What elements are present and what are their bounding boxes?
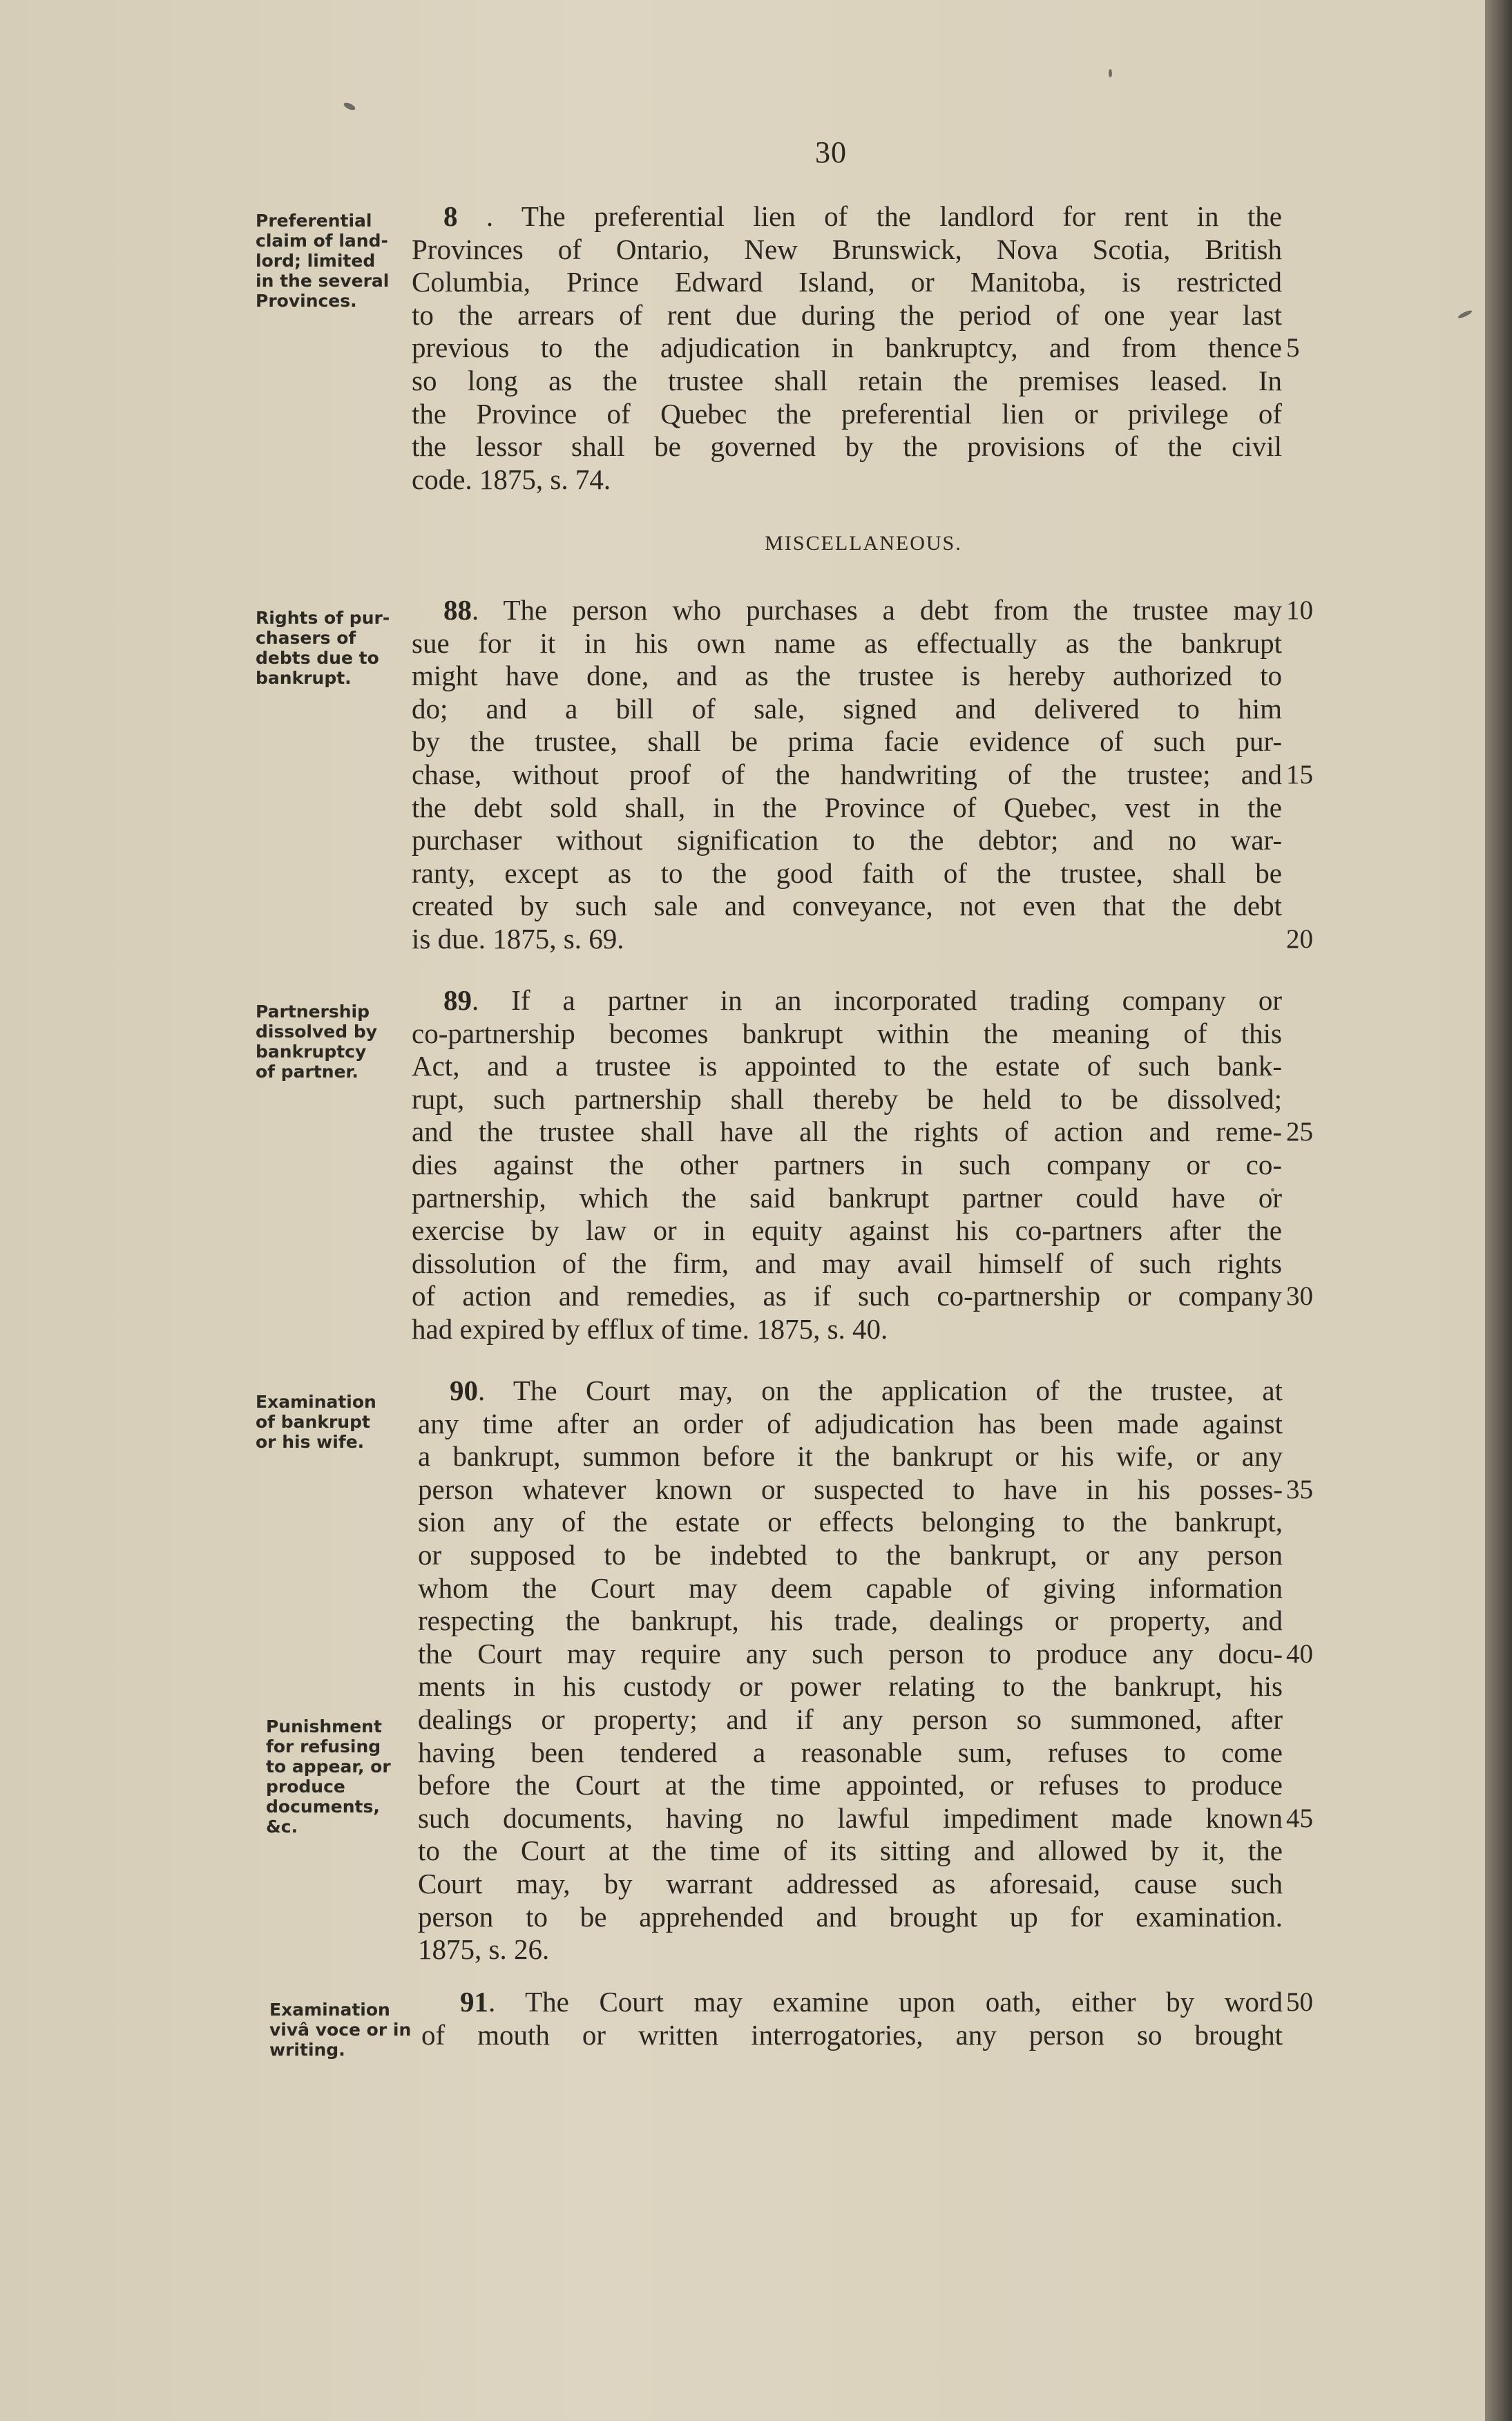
- margin-note: Examination of bankrupt or his wife.: [256, 1392, 376, 1452]
- margin-note: Partnership dissolved by bankruptcy of partner.: [256, 1002, 378, 1082]
- margin-note: Preferential claim of land- lord; limited in the several Provinces.: [256, 211, 390, 311]
- line-numbers: 25 30: [1286, 1117, 1313, 1312]
- section-number: 91: [460, 1986, 488, 2018]
- margin-note: Examination vivâ voce or in writing.: [269, 2000, 412, 2060]
- line-numbers: 5: [1286, 333, 1300, 363]
- section-text: 89. If a partner in an incorporated trading company or co-partnership becomes bankrupt within the meaning of this Act, and a trustee is appointed to the estate of such bank- rupt, such partnership shall thereby be held to be dissolved; and the trustee shall have all the rights of action and reme- dies against the other partners in such company or co- partnership, which the said bankrupt partner could have or exercise by law or in equity against his co-partners after the dissolution of the firm, and may avail himself of such rights of action and remedies, as if such co-partnership or company had expired by efflux of time. 1875, s. 40.: [412, 984, 1282, 1345]
- section-text: 90. The Court may, on the application of the trustee, at any time after an order of adjudication has been made against a bankrupt, summon before it the bankrupt or his wife, or any person whatever known or suspected to have in his posses- sion any of the estate or effects belonging to the bankrupt, or supposed to be indebted to the bankrupt, or any person whom the Court may deem capable of giving information respecting the bankrupt, his trade, dealings or property, and the Court may require any such person to produce any docu- ments in his custody or power relating to the bankrupt, his dealings or property; and if any person so summoned, after having been tendered a reasonable sum, refuses to come before the Court at the time appointed, or refuses to produce such documents, having no lawful impediment made known to the Court at the time of its sitting and allowed by it, the Court may, by warrant addressed as aforesaid, cause such person to be apprehended and brought up for examination. 1875, s. 26.: [418, 1375, 1283, 1966]
- page-number: 30: [815, 135, 847, 169]
- section-heading: MISCELLANEOUS.: [765, 532, 962, 555]
- line-numbers: 10 15 20: [1286, 595, 1313, 954]
- margin-note-punishment: Punishment for refusing to appear, or produce documents, &c.: [266, 1716, 391, 1837]
- section-number: 90: [450, 1375, 478, 1406]
- section-text: 91. The Court may examine upon oath, either by word of mouth or written interrogatories, any person so brought: [421, 1986, 1283, 2051]
- section-text: 8 . The preferential lien of the landlord for rent in the Provinces of Ontario, New Brunswick, Nova Scotia, British Columbia, Prince Edward Island, or Manitoba, is restricted to the arrears of rent due during the period of one year last previous to the adjudication in bankruptcy, and from thence so long as the trustee shall retain the premises leased. In the Province of Quebec the preferential lien or privilege of the lessor shall be governed by the provisions of the civil code. 1875, s. 74.: [412, 200, 1282, 495]
- section-number: 8: [443, 200, 458, 232]
- paper-speck: [1109, 69, 1112, 77]
- line-numbers: 35 40 45: [1286, 1474, 1313, 1833]
- section-number: 88: [443, 594, 472, 626]
- section-text: 88. The person who purchases a debt from the trustee may sue for it in his own name as effectually as the bankrupt might have done, and as the trustee is hereby authorized to do; and a bill of sale, signed and delivered to him by the trustee, shall be prima facie evidence of such pur- chase, without proof of the handwriting of the trustee; and the debt sold shall, in the Province of Quebec, vest in the purchaser without signification to the debtor; and no war- ranty, except as to the good faith of the trustee, shall be created by such sale and conveyance, not even that the debt is due. 1875, s. 69.: [412, 594, 1282, 955]
- section-number: 89: [443, 984, 472, 1016]
- book-spine-shadow: [1485, 0, 1512, 2421]
- line-numbers: 50: [1286, 1987, 1313, 2017]
- margin-note: Rights of pur- chasers of debts due to bankrupt.: [256, 608, 390, 688]
